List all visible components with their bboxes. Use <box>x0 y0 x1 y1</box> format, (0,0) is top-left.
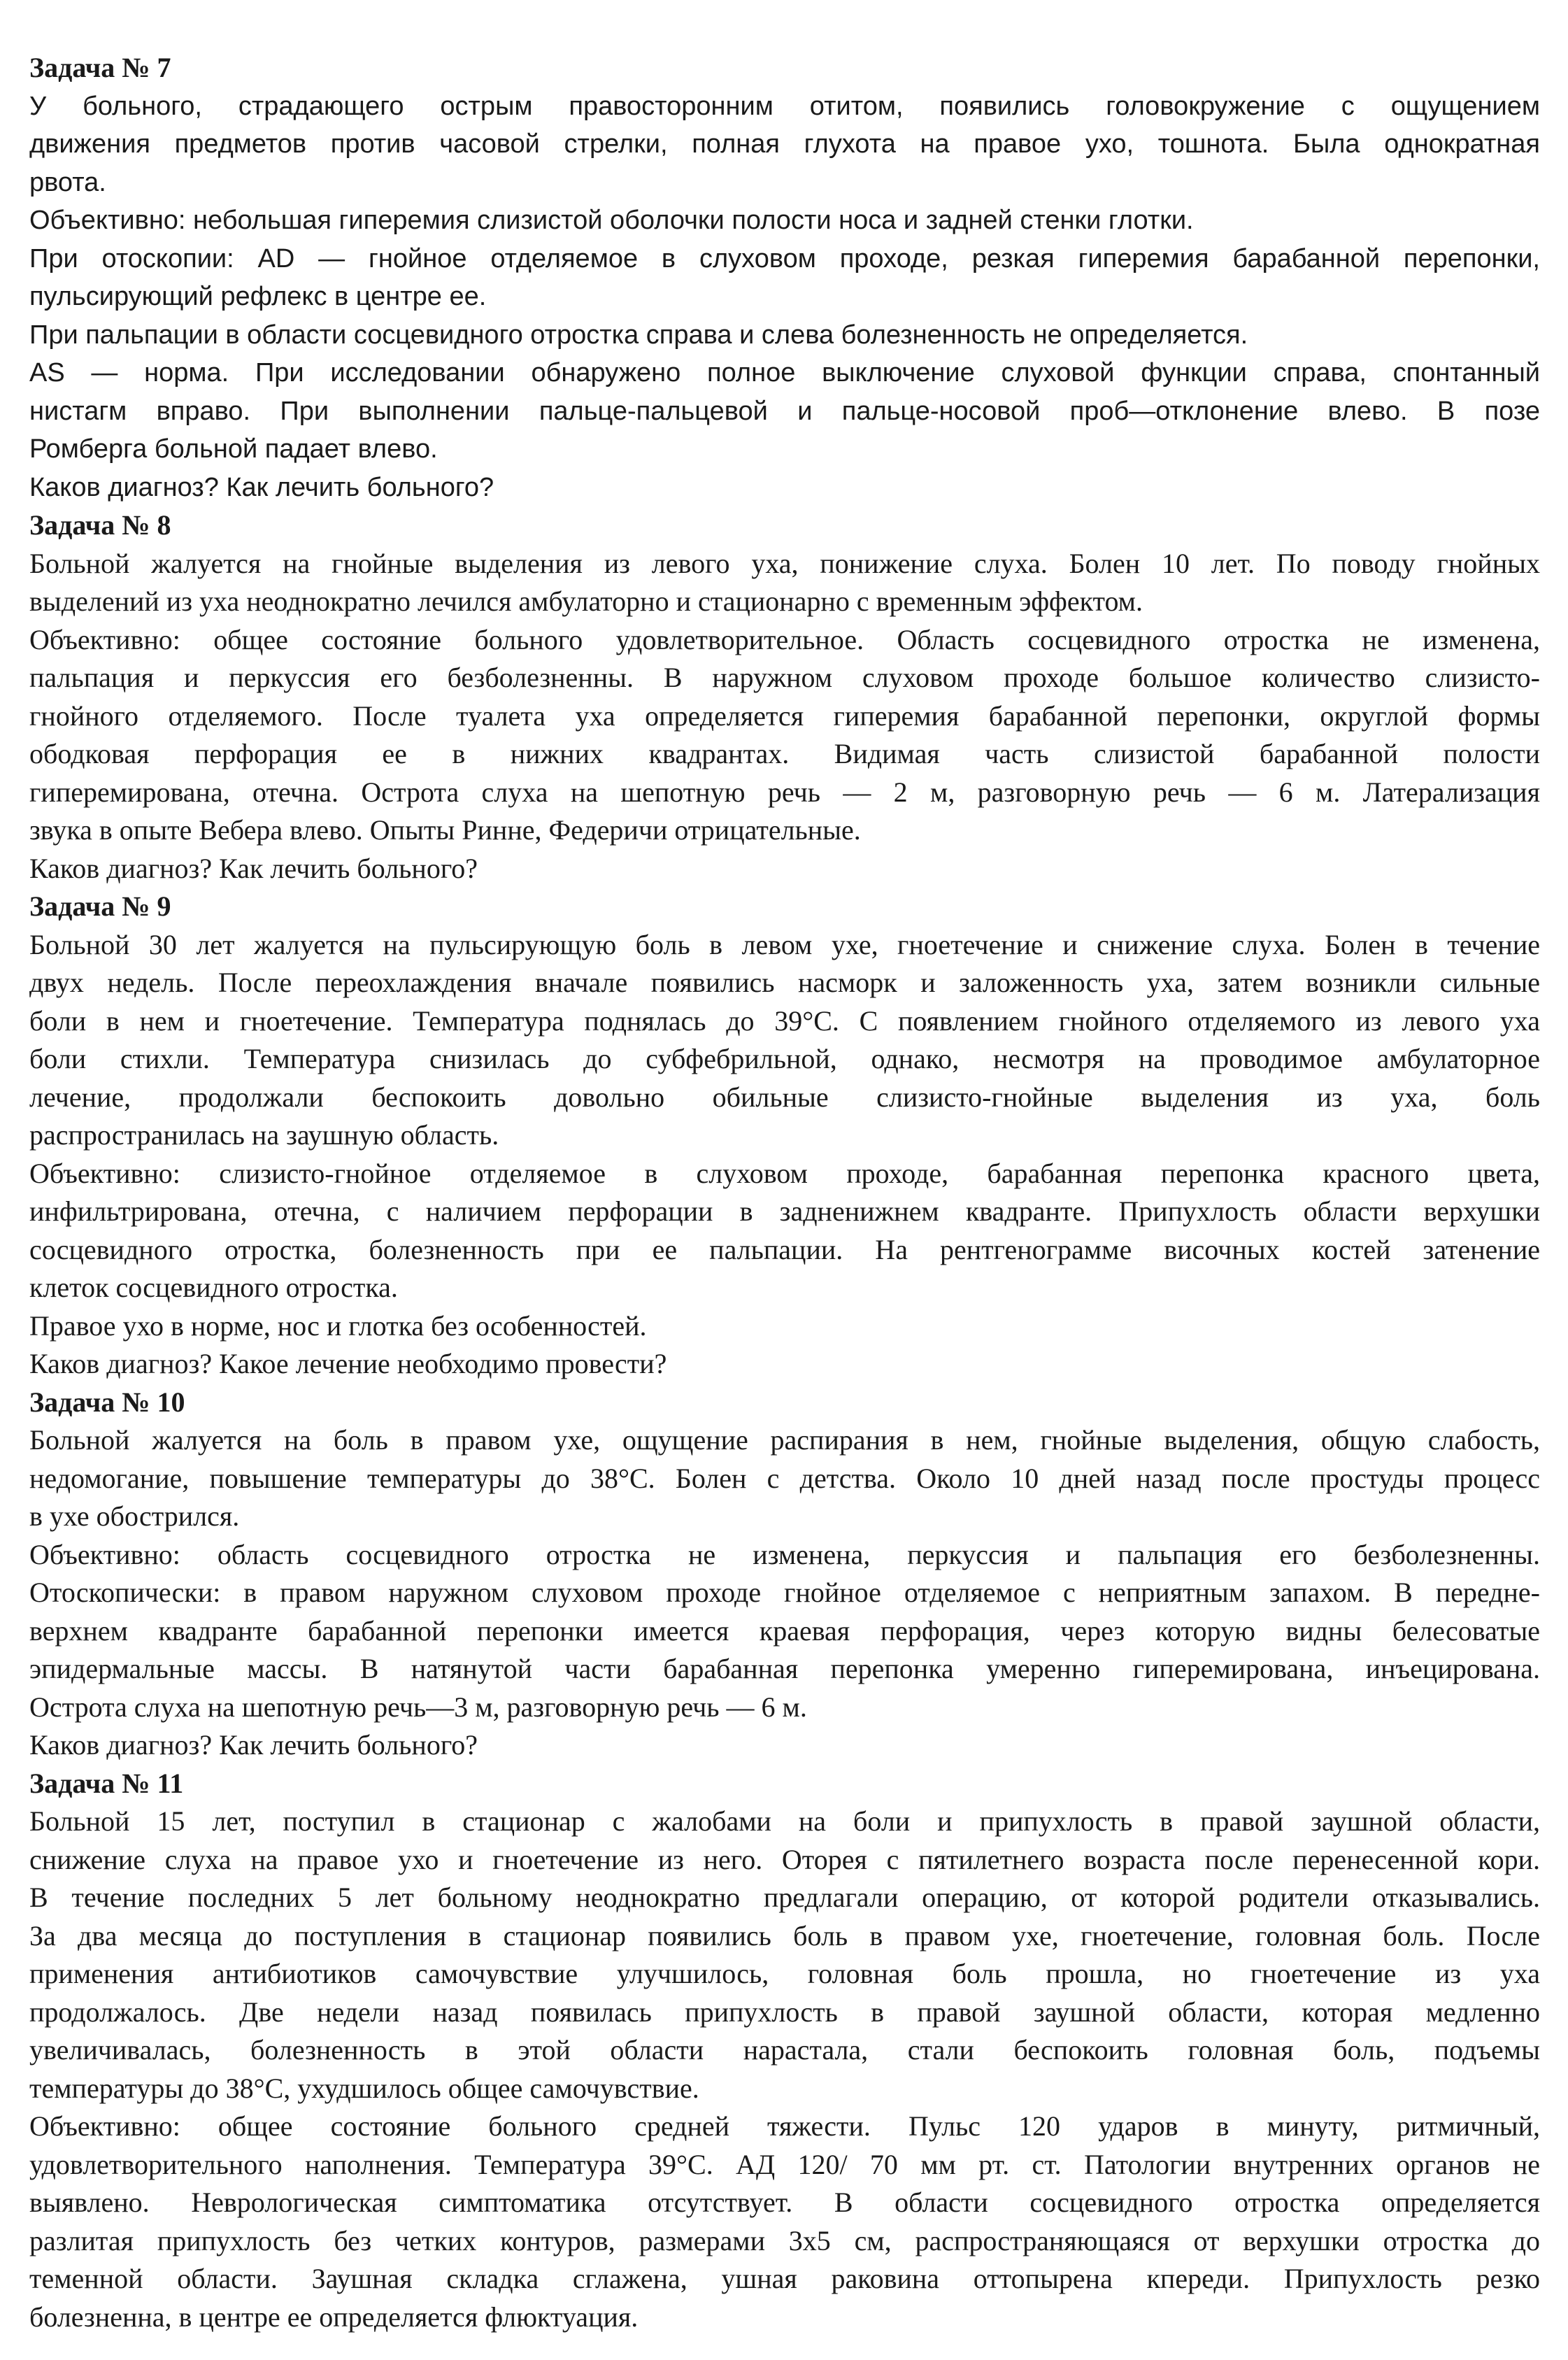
task-text-line: пульсирующий рефлекс в центре ее. <box>29 282 487 311</box>
task-text-line: Каков диагноз? Какое лечение необходимо провести? <box>29 1348 667 1379</box>
task-block <box>29 49 1540 506</box>
task-text-line: гиперемирована, отечна. Острота слуха на шепотную речь — 2 м, разговорную речь — 6 м. Латерализация <box>29 776 1540 808</box>
task-text-line: сосцевидного отростка, болезненность при ее пальпации. На рентгенограмме височных костей затенение <box>29 1233 1540 1265</box>
task-text-line: Объективно: общее состояние больного средней тяжести. Пульс 120 ударов в минуту, ритмичный, <box>29 2110 1540 2142</box>
task-text-line: боли в нем и гноетечение. Температура поднялась до 39°С. С появлением гнойного отделяемого из левого уха <box>29 1004 1540 1037</box>
task-text-line: разлитая припухлость без четких контуров, размерами 3х5 см, распространяющаяся от верхушки отростка до <box>29 2224 1540 2256</box>
task-text-line: выделений из уха неоднократно лечился амбулаторно и стационарно с временным эффектом. <box>29 585 1143 617</box>
task-text-line: продолжалось. Две недели назад появилась припухлость в правой заушной области, которая медленно <box>29 1996 1540 2028</box>
task-title: Задача № 11 <box>29 1767 184 1799</box>
task-text-line: У больного, страдающего острым правосторонним отитом, появились головокружение с ощущением <box>29 91 1540 121</box>
task-text-line: Объективно: общее состояние больного удовлетворительное. Область сосцевидного отростка не изменена, <box>29 623 1540 655</box>
task-text-line: клеток сосцевидного отростка. <box>29 1272 398 1303</box>
task-text-line: Отоскопически: в правом наружном слуховом проходе гнойное отделяемое с неприятным запахом. В передне- <box>29 1577 1540 1608</box>
task-text-line: При отоскопии: AD — гнойное отделяемое в слуховом проходе, резкая гиперемия барабанной перепонки, <box>29 243 1540 273</box>
task-text-line: Больной жалуется на гнойные выделения из левого уха, понижение слуха. Болен 10 лет. По поводу гнойных <box>29 547 1540 579</box>
task-text-line: Объективно: слизисто-гнойное отделяемое в слуховом проходе, барабанная перепонка красного цвета, <box>29 1157 1540 1189</box>
task-block <box>29 1384 1540 1765</box>
task-title: Задача № 10 <box>29 1386 185 1418</box>
task-text-line: нистагм вправо. При выполнении пальце-пальцевой и пальце-носовой проб—отклонение влево. В позе <box>29 396 1540 426</box>
task-text-line: теменной области. Заушная складка сглажена, ушная раковина оттопырена кпереди. Припухлость резко <box>29 2263 1540 2294</box>
task-text-line: Каков диагноз? Как лечить больного? <box>29 852 478 884</box>
task-text-line: верхнем квадранте барабанной перепонки имеется краевая перфорация, через которую видны белесоватые <box>29 1614 1540 1647</box>
task-text-line: пальпация и перкуссия его безболезненны. В наружном слуховом проходе большое количество слизисто- <box>29 662 1540 693</box>
task-text-line: удовлетворительного наполнения. Температура 39°С. АД 120/ 70 мм рт. ст. Патологии внутренних органов не <box>29 2148 1540 2180</box>
task-text-line: звука в опыте Вебера влево. Опыты Ринне, Федеричи отрицательные. <box>29 814 861 846</box>
task-text-line: Острота слуха на шепотную речь—3 м, разговорную речь — 6 м. <box>29 1691 807 1723</box>
task-text-line: При пальпации в области сосцевидного отростка справа и слева болезненность не определяется. <box>29 320 1248 350</box>
task-block <box>29 888 1540 1384</box>
task-text-line: Больной жалуется на боль в правом ухе, ощущение распирания в нем, гнойные выделения, общую слабость, <box>29 1424 1540 1456</box>
task-text-line: выявлено. Неврологическая симптоматика отсутствует. В области сосцевидного отростка определяется <box>29 2187 1540 2218</box>
task-text-line: распространилась на заушную область. <box>29 1119 499 1151</box>
task-text-line: За два месяца до поступления в стационар появились боль в правом ухе, гноетечение, головная боль. После <box>29 1919 1540 1952</box>
task-text-line: снижение слуха на правое ухо и гноетечение из него. Оторея с пятилетнего возраста после перенесенной кори. <box>29 1843 1540 1875</box>
task-text-line: Ромберга больной падает влево. <box>29 434 438 464</box>
task-title: Задача № 8 <box>29 509 171 541</box>
task-text-line: применения антибиотиков самочувствие улучшилось, головная боль прошла, но гноетечение из уха <box>29 1958 1540 1989</box>
task-title: Задача № 7 <box>29 52 171 83</box>
task-title: Задача № 9 <box>29 890 171 922</box>
task-text-line: Правое ухо в норме, нос и глотка без особенностей. <box>29 1309 647 1342</box>
task-text-line: AS — норма. При исследовании обнаружено полное выключение слуховой функции справа, спонтанный <box>29 358 1540 388</box>
task-text-line: Больной 30 лет жалуется на пульсирующую боль в левом ухе, гноетечение и снижение слуха. Болен в течение <box>29 928 1540 960</box>
task-text-line: увеличивалась, болезненность в этой области нарастала, стали беспокоить головная боль, подъемы <box>29 2034 1540 2066</box>
task-text-line: Объективно: область сосцевидного отростка не изменена, перкуссия и пальпация его безболезненны. <box>29 1538 1540 1570</box>
task-text-line: В течение последних 5 лет больному неоднократно предлагали операцию, от которой родители отказывались. <box>29 1882 1540 1913</box>
task-text-line: болезненна, в центре ее определяется флюктуация. <box>29 2301 639 2333</box>
task-block <box>29 1765 1540 2337</box>
task-text-line: Каков диагноз? Как лечить больного? <box>29 472 494 502</box>
task-text-line: движения предметов против часовой стрелки, полная глухота на правое ухо, тошнота. Была однократная <box>29 129 1540 159</box>
task-text-line: рвота. <box>29 167 106 197</box>
task-text-line: в ухе обострился. <box>29 1500 240 1532</box>
task-text-line: недомогание, повышение температуры до 38°С. Болен с детства. Около 10 дней назад после простуды процесс <box>29 1462 1540 1494</box>
task-text-line: температуры до 38°С, ухудшилось общее самочувствие. <box>29 2072 699 2104</box>
task-text-line: Объективно: небольшая гиперемия слизистой оболочки полости носа и задней стенки глотки. <box>29 206 1194 235</box>
task-text-line: двух недель. После переохлаждения вначале появились насморк и заложенность уха, затем возникли сильные <box>29 967 1540 998</box>
task-text-line: инфильтрирована, отечна, с наличием перфорации в задненижнем квадранте. Припухлость области верхушки <box>29 1195 1540 1227</box>
task-text-line: ободковая перфорация ее в нижних квадрантах. Видимая часть слизистой барабанной полости <box>29 738 1540 769</box>
task-text-line: лечение, продолжали беспокоить довольно обильные слизисто-гнойные выделения из уха, боль <box>29 1081 1540 1113</box>
task-text-line: Больной 15 лет, поступил в стационар с жалобами на боли и припухлость в правой заушной области, <box>29 1805 1540 1837</box>
document-page <box>29 49 1540 2336</box>
task-text-line: гнойного отделяемого. После туалета уха определяется гиперемия барабанной перепонки, округлой формы <box>29 699 1540 732</box>
task-block <box>29 506 1540 888</box>
task-text-line: боли стихли. Температура снизилась до субфебрильной, однако, несмотря на проводимое амбулаторное <box>29 1043 1540 1074</box>
task-text-line: Каков диагноз? Как лечить больного? <box>29 1729 478 1761</box>
task-text-line: эпидермальные массы. В натянутой части барабанная перепонка умеренно гиперемирована, инъецирована. <box>29 1653 1540 1684</box>
